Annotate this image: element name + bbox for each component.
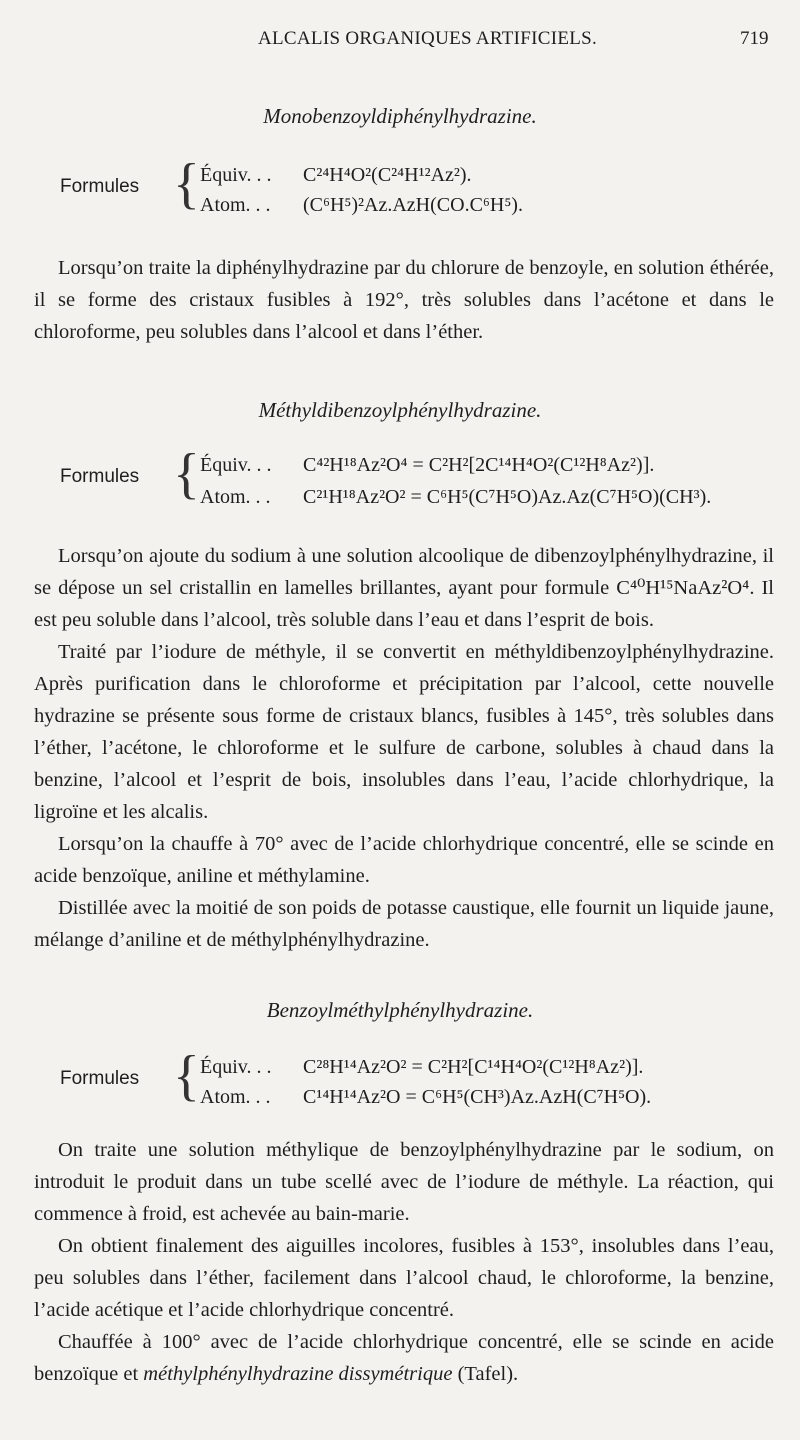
running-title: ALCALIS ORGANIQUES ARTIFICIELS. (258, 28, 598, 49)
formula-value: C²⁴H⁴O²(C²⁴H¹²Az²). (303, 164, 472, 186)
formula-key: Atom. . . (200, 194, 271, 216)
paragraph: Lorsqu’on traite la diphénylhydrazine par du chlorure de benzoyle, en solution éthérée, il se forme des cristaux fusibles à 192°, très solubles dans l’acétone et dans le chloroforme, peu solubles dans l’alcool et dans l’éther. (34, 257, 774, 343)
paragraph-group (34, 252, 774, 348)
section-title: Méthyldibenzoylphénylhydrazine. (258, 398, 542, 422)
paragraph: On obtient finalement des aiguilles incolores, fusibles à 153°, insolubles dans l’eau, peu solubles dans l’éther, facilement dans l’alcool chaud, le chloroforme, la benzine, l’acide acétique et l’acide chlorhydrique concentré. (34, 1235, 774, 1321)
paragraph-tail: (Tafel). (452, 1363, 519, 1385)
formula-value: (C⁶H⁵)²Az.AzH(CO.C⁶H⁵). (303, 194, 523, 216)
paragraph-group (34, 540, 774, 956)
paragraph: Distillée avec la moitié de son poids de potasse caustique, elle fournit un liquide jaune, mélange d’aniline et de méthylphénylhydrazine. (34, 897, 774, 951)
formula-value: C²⁸H¹⁴Az²O² = C²H²[C¹⁴H⁴O²(C¹²H⁸Az²)]. (303, 1056, 644, 1078)
formula-block (60, 443, 760, 520)
formula-value: C¹⁴H¹⁴Az²O = C⁶H⁵(CH³)Az.AzH(C⁷H⁵O). (303, 1086, 652, 1108)
formula-row-atom (200, 486, 711, 512)
paragraph: Traité par l’iodure de méthyle, il se convertit en méthyldibenzoylphénylhydrazine. Après purification dans le chloroforme et précipitation par l’alcool, cette nouvelle hydrazine se présente sous forme de cristaux blancs, fusibles à 145°, très solubles dans l’éther, l’acétone, le chloroforme et le sulfure de carbone, solubles à chaud dans la benzine, l’alcool et l’esprit de bois, insolubles dans l’eau, l’acide chlorhydrique, la ligroïne et les alcalis. (34, 641, 774, 823)
emphasized-term: méthylphénylhydrazine dissymétrique (143, 1363, 453, 1385)
page-number: 719 (740, 28, 769, 49)
paragraph: On traite une solution méthylique de benzoylphénylhydrazine par le sodium, on introduit le produit dans un tube scellé avec de l’iodure de méthyle. La réaction, qui commence à froid, est achevée au bain-marie. (34, 1139, 774, 1225)
formula-value: C²¹H¹⁸Az²O² = C⁶H⁵(C⁷H⁵O)Az.Az(C⁷H⁵O)(CH³). (303, 486, 712, 508)
formula-label: Formules (60, 176, 140, 197)
paragraph-text: Chauffée à 100° avec de l’acide chlorhydrique concentré, elle se scinde en acide benzoïque et (34, 1331, 774, 1385)
brace-glyph: { (173, 1045, 200, 1107)
formula-row-equiv (200, 164, 472, 190)
formula-block (60, 153, 760, 230)
formula-row-equiv (200, 454, 654, 480)
formula-row-atom (200, 194, 523, 220)
brace-glyph: { (173, 153, 200, 215)
paragraph (34, 1326, 774, 1390)
formula-label: Formules (60, 466, 140, 487)
formula-row-equiv (200, 1056, 643, 1082)
paragraph: Lorsqu’on la chauffe à 70° avec de l’acide chlorhydrique concentré, elle se scinde en acide benzoïque, aniline et méthylamine. (34, 833, 774, 887)
formula-key: Équiv. . . (200, 454, 272, 476)
paragraph: Lorsqu’on ajoute du sodium à une solution alcoolique de dibenzoylphénylhydrazine, il se dépose un sel cristallin en lamelles brillantes, ayant pour formule C⁴⁰H¹⁵NaAz²O⁴. Il est peu soluble dans l’alcool, très soluble dans l’eau et dans l’esprit de bois. (34, 545, 774, 631)
paragraph-group (34, 1134, 774, 1390)
formula-value: C⁴²H¹⁸Az²O⁴ = C²H²[2C¹⁴H⁴O²(C¹²H⁸Az²)]. (303, 454, 655, 476)
formula-key: Équiv. . . (200, 1056, 272, 1078)
brace-glyph: { (173, 443, 200, 505)
formula-block (60, 1045, 760, 1122)
formula-label: Formules (60, 1068, 140, 1089)
formula-key: Équiv. . . (200, 164, 272, 186)
formula-row-atom (200, 1086, 651, 1112)
section-title: Benzoylméthylphénylhydrazine. (266, 998, 534, 1022)
formula-key: Atom. . . (200, 1086, 271, 1108)
section-title: Monobenzoyldiphénylhydrazine. (263, 104, 537, 128)
page-header (0, 28, 800, 58)
formula-key: Atom. . . (200, 486, 271, 508)
